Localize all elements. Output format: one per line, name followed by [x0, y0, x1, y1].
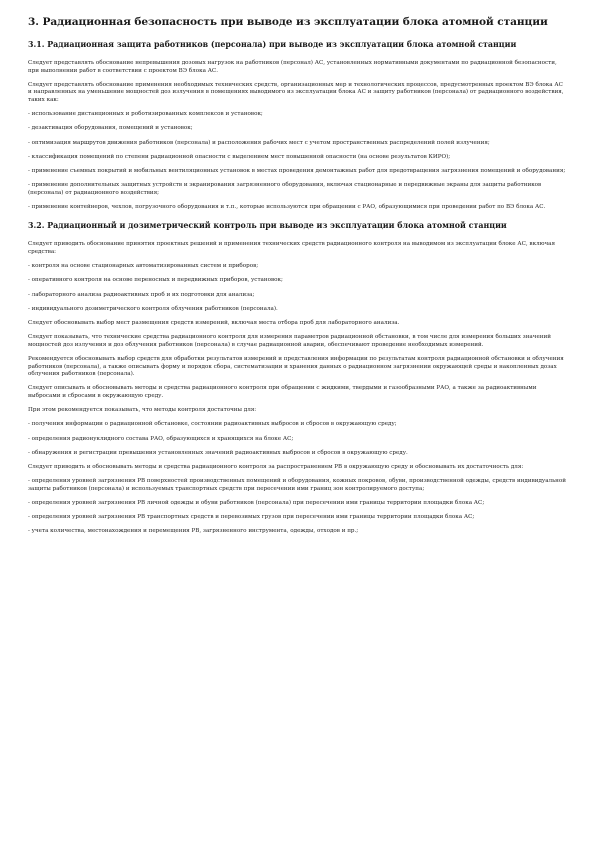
list-item: - применение контейнеров, чехлов, погрузочного оборудования и т.п., которые используются при обращении с РАО, образующимися при проведении работ по ВЭ блока АС.	[28, 203, 546, 210]
list-item: - оперативного контроля на основе переносных и передвижных приборов, установок;	[28, 277, 283, 284]
paragraph: Следует описывать и обосновывать методы и средства радиационного контроля при обращении с жидкими, твердыми и газообразными РАО, а также за радиоактивными выбросами и сбросами в окружающую среду.	[28, 385, 537, 399]
list-item: - применение дополнительных защитных устройств и экранирования загрязненного оборудования, включая стационарные и передвижные экраны для защиты работников (персонала) от радиационного воздействия;	[28, 182, 542, 196]
paragraph: Следует показывать, что технические средства радиационного контроля для измерения параметров радиационной обстановки, в том числе для измерения больших значений мощностей доз излучения и доз облучения работников (персонала) в случае радиационной аварии, обеспечивают проведение необходимых измерений.	[28, 334, 551, 348]
list-item: - классификация помещений по степени радиационной опасности с выделением мест повышенной опасности (на основе результатов КИРО);	[28, 153, 451, 160]
paragraph: Следует представлять обоснование применения необходимых технических средств, организационных мер и технологических процессов, предусмотренных проектом ВЭ блока АС и направленных на уменьшение мощностей доз излучения в помещениях выводимого из эксплуатации блока АС и защиту работников (персонала) от радиационного воздействия, таких как:	[28, 81, 564, 103]
list-item: - определения радионуклидного состава РАО, образующихся и хранящихся на блоке АС;	[28, 435, 294, 442]
list-item: - определения уровней загрязнения РВ личной одежды и обуви работников (персонала) при пересечении ими границы территории площадки блока АС;	[28, 499, 485, 506]
paragraph: Следует представлять обоснование непревышения дозовых нагрузок на работников (персонал) АС, установленных нормативными документами по радиационной безопасности, при выполнении работ в соответствии с проектом ВЭ блока АС.	[28, 60, 557, 74]
list-item: - индивидуального дозиметрического контроля облучения работников (персонала).	[28, 305, 278, 312]
list-item: - определения уровней загрязнения РВ транспортных средств и перевозимых грузов при пересечении ими границы территории площадки блока АС;	[28, 514, 475, 521]
list-item: - оптимизация маршрутов движения работников (персонала) и расположения рабочих мест с учетом пространственных распределений полей излучения;	[28, 139, 490, 146]
list-item: - лабораторного анализа радиоактивных проб и их подготовки для анализа;	[28, 291, 255, 298]
list-item: - контроля на основе стационарных автоматизированных систем и приборов;	[28, 263, 259, 270]
list-item: - определения уровней загрязнения РВ поверхностей производственных помещений и оборудования, кожных покровов, обуви, производственной одежды, средств индивидуальной защиты работников (персонала) и используемых транспортных средств при пересечении ими границ зон контролируемого доступа;	[28, 478, 566, 492]
list-item: - учета количества, местонахождения и перемещения РВ, загрязненного инструмента, одежды, отходов и пр.;	[28, 528, 359, 535]
paragraph: При этом рекомендуется показывать, что методы контроля достаточны для:	[28, 407, 257, 414]
section-radiation-protection	[28, 40, 567, 211]
section-heading: 3.2. Радиационный и дозиметрический контроль при выводе из эксплуатации блока атомной станции	[28, 221, 507, 231]
paragraph: Рекомендуется обосновывать выбор средств для обработки результатов измерений и представления информации по результатам контроля радиационной обстановки и облучения работников (персонала), а также описывать форму и порядок сбора, систематизации и хранения данных о радиационном загрязнении окружающей среды и накопленных дозах облучения работников (персонала).	[28, 355, 564, 378]
paragraph: Следует обосновывать выбор мест размещения средств измерений, включая места отбора проб для лабораторного анализа.	[28, 320, 400, 326]
section-heading: 3.1. Радиационная защита работников (персонала) при выводе из эксплуатации блока атомной станции	[28, 40, 517, 49]
list-item: - применение съемных покрытий и мобильных вентиляционных установок в местах проведения демонтажных работ для предотвращения загрязнения помещений и оборудования;	[28, 167, 566, 174]
section-radiation-monitoring	[28, 221, 567, 535]
list-item: - получения информации о радиационной обстановке, состоянии радиоактивных выбросов и сбросов в окружающую среду;	[28, 421, 397, 428]
paragraph: Следует приводить и обосновывать методы и средства радиационного контроля за распространением РВ в окружающую среду и обосновывать их достаточность для:	[28, 463, 524, 470]
document-title: 3. Радиационная безопасность при выводе из эксплуатации блока атомной станции	[28, 16, 548, 28]
paragraph: Следует приводить обоснование принятия проектных решений и применения технических средств радиационного контроля на выводимом из эксплуатации блоке АС, включая средства:	[28, 241, 556, 256]
list-item: - дезактивация оборудования, помещений и установок;	[28, 125, 193, 132]
list-item: - использование дистанционных и роботизированных комплексов и установок;	[28, 111, 263, 118]
list-item: - обнаружения и регистрации превышения установленных значений радиоактивных выбросов и сбросов в окружающую среду.	[28, 449, 408, 456]
